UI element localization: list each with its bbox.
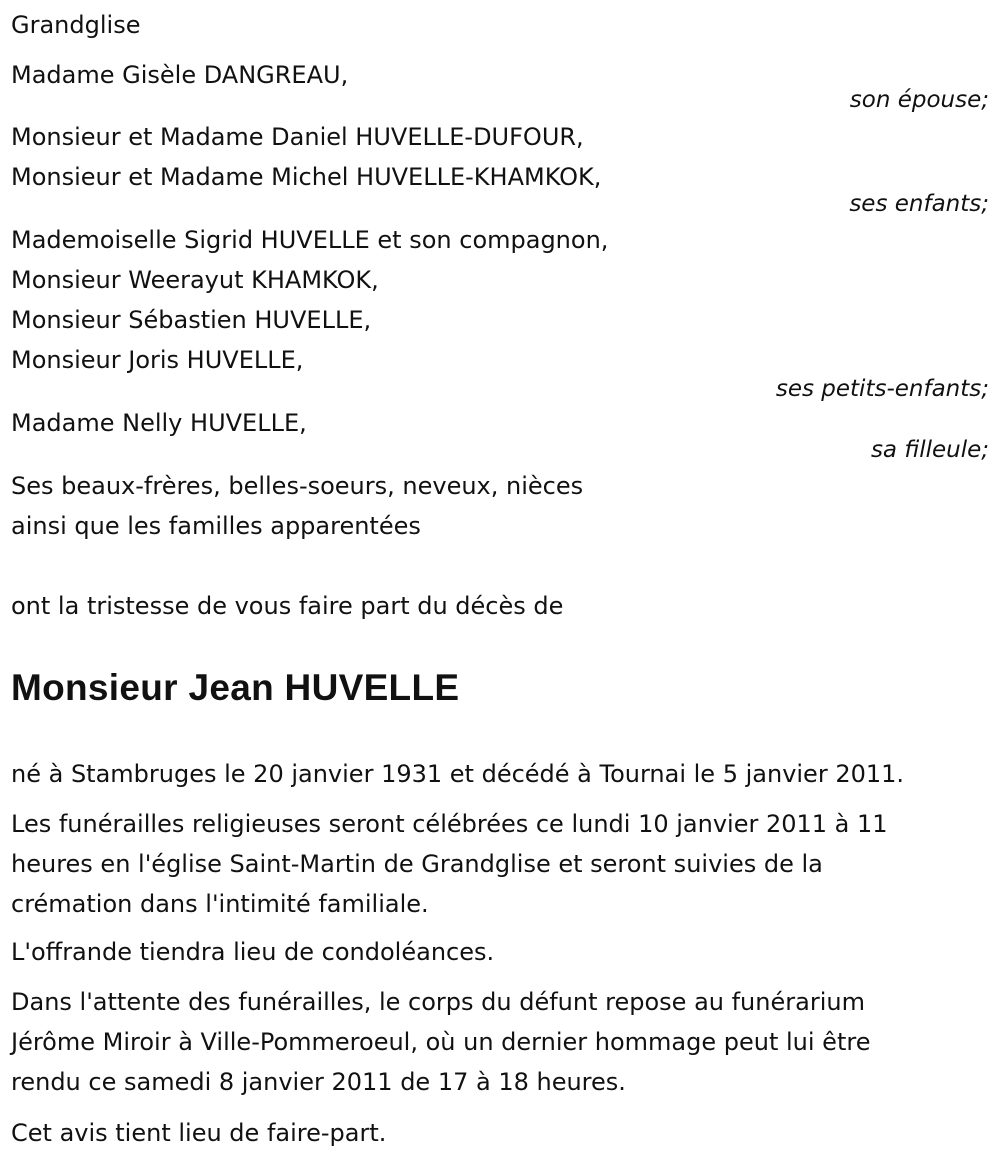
deceased-name: Monsieur Jean HUVELLE xyxy=(11,667,460,708)
family-group-spouse xyxy=(11,55,991,115)
announcement: ont la tristesse de vous faire part du décès de xyxy=(11,592,564,620)
funeral-line: Les funérailles religieuses seront célébrées ce lundi 10 janvier 2011 à 11 xyxy=(11,810,888,838)
visitation-line: rendu ce samedi 8 janvier 2011 de 17 à 18 heures. xyxy=(11,1068,626,1096)
offering-note: L'offrande tiendra lieu de condoléances. xyxy=(11,938,495,966)
family-role: sa filleule; xyxy=(870,437,989,463)
family-name-line: Mademoiselle Sigrid HUVELLE et son compagnon, xyxy=(11,226,609,254)
family-name-line: Monsieur Joris HUVELLE, xyxy=(11,346,304,374)
family-role: ses enfants; xyxy=(849,191,989,217)
extended-family xyxy=(11,466,583,546)
funeral-line: crémation dans l'intimité familiale. xyxy=(11,890,429,918)
extended-family-line: Ses beaux-frères, belles-soeurs, neveux, nièces xyxy=(11,472,584,500)
family-name-line: Madame Nelly HUVELLE, xyxy=(11,409,307,437)
visitation-line: Jérôme Miroir à Ville-Pommeroeul, où un dernier hommage peut lui être xyxy=(11,1028,871,1056)
location: Grandglise xyxy=(11,11,141,39)
extended-family-line: ainsi que les familles apparentées xyxy=(11,512,421,540)
funeral-info xyxy=(11,804,888,924)
funeral-line: heures en l'église Saint-Martin de Grandglise et seront suivies de la xyxy=(11,850,823,878)
family-name-line: Monsieur et Madame Daniel HUVELLE-DUFOUR, xyxy=(11,123,584,151)
birth-death-info: né à Stambruges le 20 janvier 1931 et décédé à Tournai le 5 janvier 2011. xyxy=(11,760,905,788)
family-group-goddaughter xyxy=(11,403,991,465)
family-name-line: Madame Gisèle DANGREAU, xyxy=(11,61,349,89)
family-name-line: Monsieur et Madame Michel HUVELLE-KHAMKOK, xyxy=(11,163,602,191)
family-name-line: Monsieur Weerayut KHAMKOK, xyxy=(11,266,379,294)
family-group-children xyxy=(11,117,991,219)
visitation-line: Dans l'attente des funérailles, le corps du défunt repose au funérarium xyxy=(11,988,865,1016)
closing-note: Cet avis tient lieu de faire-part. xyxy=(11,1119,387,1147)
visitation-info xyxy=(11,982,870,1102)
family-role: son épouse; xyxy=(849,87,989,113)
family-role: ses petits-enfants; xyxy=(775,376,989,402)
family-group-grandchildren xyxy=(11,220,991,404)
family-name-line: Monsieur Sébastien HUVELLE, xyxy=(11,306,372,334)
